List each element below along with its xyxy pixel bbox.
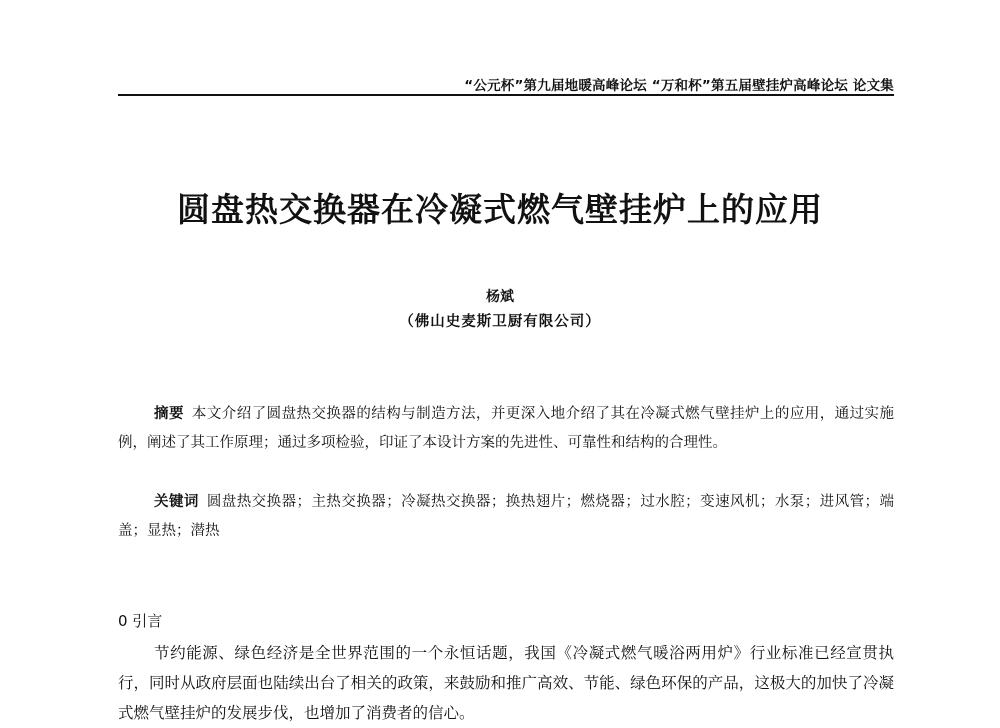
keywords-text: 圆盘热交换器；主热交换器；冷凝热交换器；换热翅片；燃烧器；过水腔；变速风机；水泵；进风管；端盖；显热；潜热 (118, 494, 894, 539)
abstract-text: 本文介绍了圆盘热交换器的结构与制造方法，并更深入地介绍了其在冷凝式燃气壁挂炉上的应用，通过实施例，阐述了其工作原理；通过多项检验，印证了本设计方案的先进性、可靠性和结构的合理性。 (118, 406, 895, 451)
keywords-label: 关键词 (154, 494, 199, 510)
keywords (118, 488, 894, 546)
running-header: “公元杯”第九届地暖高峰论坛 “万和杯”第五届壁挂炉高峰论坛 论文集 (464, 78, 894, 94)
body-paragraph: 节约能源、绿色经济是全世界范围的一个永恒话题，我国《冷凝式燃气暖浴两用炉》行业标准已经宣贯执行，同时从政府层面也陆续出台了相关的政策，来鼓励和推广高效、节能、绿色环保的产品，这极大的加快了冷凝式燃气壁挂炉的发展步伐，也增加了消费者的信心。 (118, 644, 894, 722)
section-heading: 0 引言 (118, 612, 163, 630)
author-name: 杨斌 (486, 289, 514, 305)
paper-title: 圆盘热交换器在冷凝式燃气壁挂炉上的应用 (177, 190, 823, 229)
abstract (118, 400, 894, 458)
abstract-label: 摘要 (154, 406, 184, 422)
header-rule (118, 94, 894, 96)
author-affiliation: （佛山史麦斯卫厨有限公司） (399, 313, 601, 330)
